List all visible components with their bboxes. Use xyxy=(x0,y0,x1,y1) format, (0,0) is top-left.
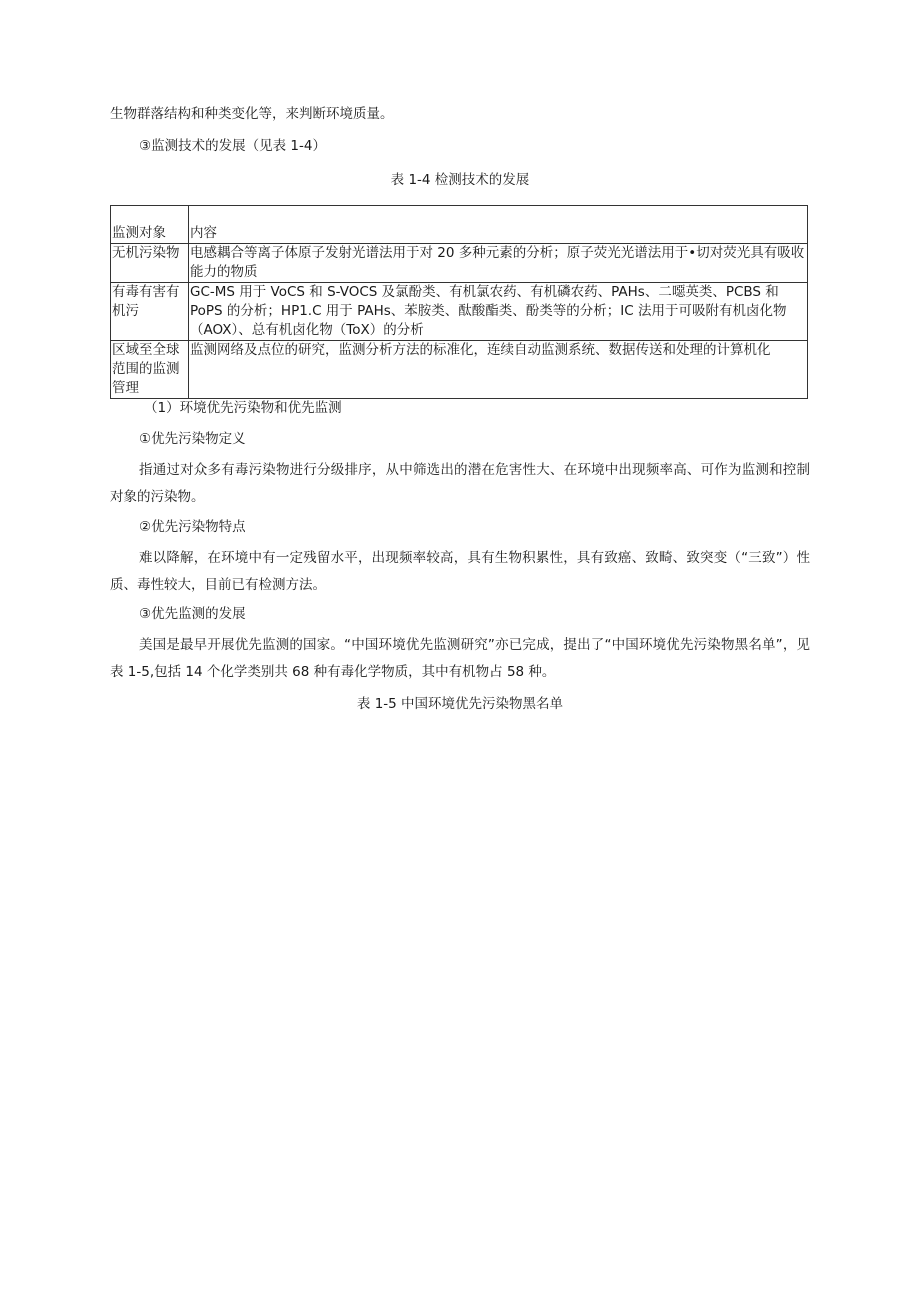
paragraph-continuation: 生物群落结构和种类变化等，来判断环境质量。 xyxy=(110,106,394,122)
table-row xyxy=(111,244,808,283)
subheading-monitoring-tech: ③监测技术的发展（见表 1-4） xyxy=(139,138,326,154)
cell-content: GC-MS 用于 VoCS 和 S-VOCS 及氯酚类、有机氯农药、有机磷农药、PAHs、二噁英类、PCBS 和 PoPS 的分析；HP1.C 用于 PAHs、苯胺类、酞酸酯类、酚类等的分析；IC 法用于可吸附有机卤化物（AOX）、总有机卤化物（ToX）的分析 xyxy=(189,283,808,341)
cell-object: 无机污染物 xyxy=(111,244,189,283)
cell-object: 有毒有害有机污 xyxy=(111,283,189,341)
table-1-4-caption: 表 1-4 检测技术的发展 xyxy=(390,172,530,188)
header-cell-object: 监测对象 xyxy=(111,206,189,244)
subheading-development: ③优先监测的发展 xyxy=(139,606,246,622)
table-row xyxy=(111,341,808,399)
paragraph-characteristics: 难以降解，在环境中有一定残留水平，出现频率较高，具有生物积累性，具有致癌、致畸、致突变（“三致”）性质、毒性较大，目前已有检测方法。 xyxy=(110,550,810,593)
cell-object: 区域至全球范围的监测管理 xyxy=(111,341,189,399)
table-1-4 xyxy=(110,205,808,399)
subheading-definition: ①优先污染物定义 xyxy=(139,431,246,447)
table-header-row xyxy=(111,206,808,244)
paragraph-definition: 指通过对众多有毒污染物进行分级排序，从中筛选出的潜在危害性大、在环境中出现频率高、可作为监测和控制对象的污染物。 xyxy=(110,462,810,505)
cell-content: 电感耦合等离子体原子发射光谱法用于对 20 多种元素的分析；原子荧光光谱法用于•切对荧光具有吸收能力的物质 xyxy=(189,244,808,283)
section-heading-priority-pollutants: （1）环境优先污染物和优先监测 xyxy=(144,400,342,416)
cell-content: 监测网络及点位的研究，监测分析方法的标准化，连续自动监测系统、数据传送和处理的计算机化 xyxy=(189,341,808,399)
paragraph-development: 美国是最早开展优先监测的国家。“中国环境优先监测研究”亦已完成，提出了“中国环境优先污染物黑名单”，见表 1-5,包括 14 个化学类别共 68 种有毒化学物质，其中有机物占 58 种。 xyxy=(110,637,810,680)
subheading-characteristics: ②优先污染物特点 xyxy=(139,519,246,535)
table-row xyxy=(111,283,808,341)
header-cell-content: 内容 xyxy=(189,206,808,244)
table-1-5-caption: 表 1-5 中国环境优先污染物黑名单 xyxy=(356,696,564,712)
